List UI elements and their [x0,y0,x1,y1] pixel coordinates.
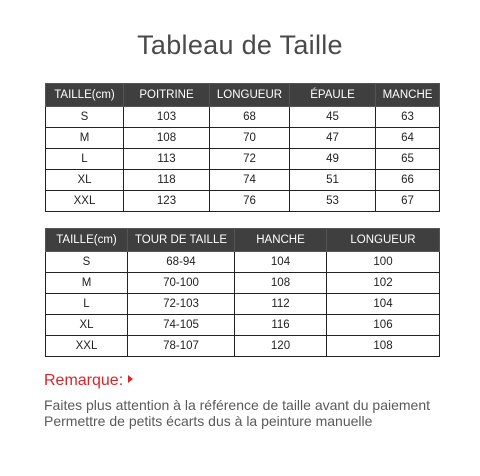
size-table-bottom [45,228,440,357]
table-cell: XL [46,315,128,336]
table-cell: 64 [376,128,440,149]
header-cell: POITRINE [124,84,210,107]
table-row [46,128,440,149]
table-cell: 108 [235,273,327,294]
table-row [46,294,440,315]
table-row [46,252,440,273]
table-cell: XXL [46,191,124,212]
table-cell: S [46,252,128,273]
table-cell: M [46,128,124,149]
table-cell: L [46,294,128,315]
table-cell: 113 [124,149,210,170]
table-header-row [46,84,440,107]
table-cell: 68-94 [128,252,235,273]
table-row [46,170,440,191]
table-cell: 65 [376,149,440,170]
table-cell: 66 [376,170,440,191]
table-cell: 100 [327,252,440,273]
table-row [46,149,440,170]
table-cell: 47 [290,128,376,149]
table-cell: M [46,273,128,294]
table-cell: L [46,149,124,170]
table-cell: 45 [290,107,376,128]
table-cell: 112 [235,294,327,315]
table-cell: 118 [124,170,210,191]
table-cell: 51 [290,170,376,191]
remark-heading [44,372,133,390]
header-cell: LONGUEUR [327,229,440,252]
table-cell: 102 [327,273,440,294]
table-cell: 106 [327,315,440,336]
size-table-top [45,83,440,212]
table-cell: 53 [290,191,376,212]
table-cell: 63 [376,107,440,128]
table-row [46,336,440,357]
table-cell: 70-100 [128,273,235,294]
remark-text: Faites plus attention à la référence de taille avant du paiement Permettre de petits écarts dus à la peinture manuelle [44,397,431,429]
table-row [46,315,440,336]
table-cell: 49 [290,149,376,170]
table-cell: 72-103 [128,294,235,315]
table-cell: 76 [210,191,290,212]
header-cell: ÉPAULE [290,84,376,107]
table-cell: 104 [235,252,327,273]
table-cell: 123 [124,191,210,212]
header-cell: MANCHE [376,84,440,107]
header-cell: TAILLE(cm) [46,229,128,252]
table-cell: 116 [235,315,327,336]
table-row [46,191,440,212]
arrow-right-icon [128,375,133,383]
header-cell: TOUR DE TAILLE [128,229,235,252]
page-title: Tableau de Taille [137,30,343,60]
table-cell: 67 [376,191,440,212]
table-cell: XL [46,170,124,191]
table-cell: 108 [124,128,210,149]
table-cell: 108 [327,336,440,357]
table-cell: S [46,107,124,128]
table-cell: 104 [327,294,440,315]
header-cell: LONGUEUR [210,84,290,107]
table-cell: 74-105 [128,315,235,336]
header-cell: HANCHE [235,229,327,252]
table-row [46,273,440,294]
table-cell: XXL [46,336,128,357]
table-cell: 70 [210,128,290,149]
remark-label: Remarque: [44,372,124,389]
table-row [46,107,440,128]
table-cell: 74 [210,170,290,191]
header-cell: TAILLE(cm) [46,84,124,107]
table-cell: 68 [210,107,290,128]
table-cell: 78-107 [128,336,235,357]
table-cell: 103 [124,107,210,128]
table-cell: 120 [235,336,327,357]
table-header-row [46,229,440,252]
table-cell: 72 [210,149,290,170]
